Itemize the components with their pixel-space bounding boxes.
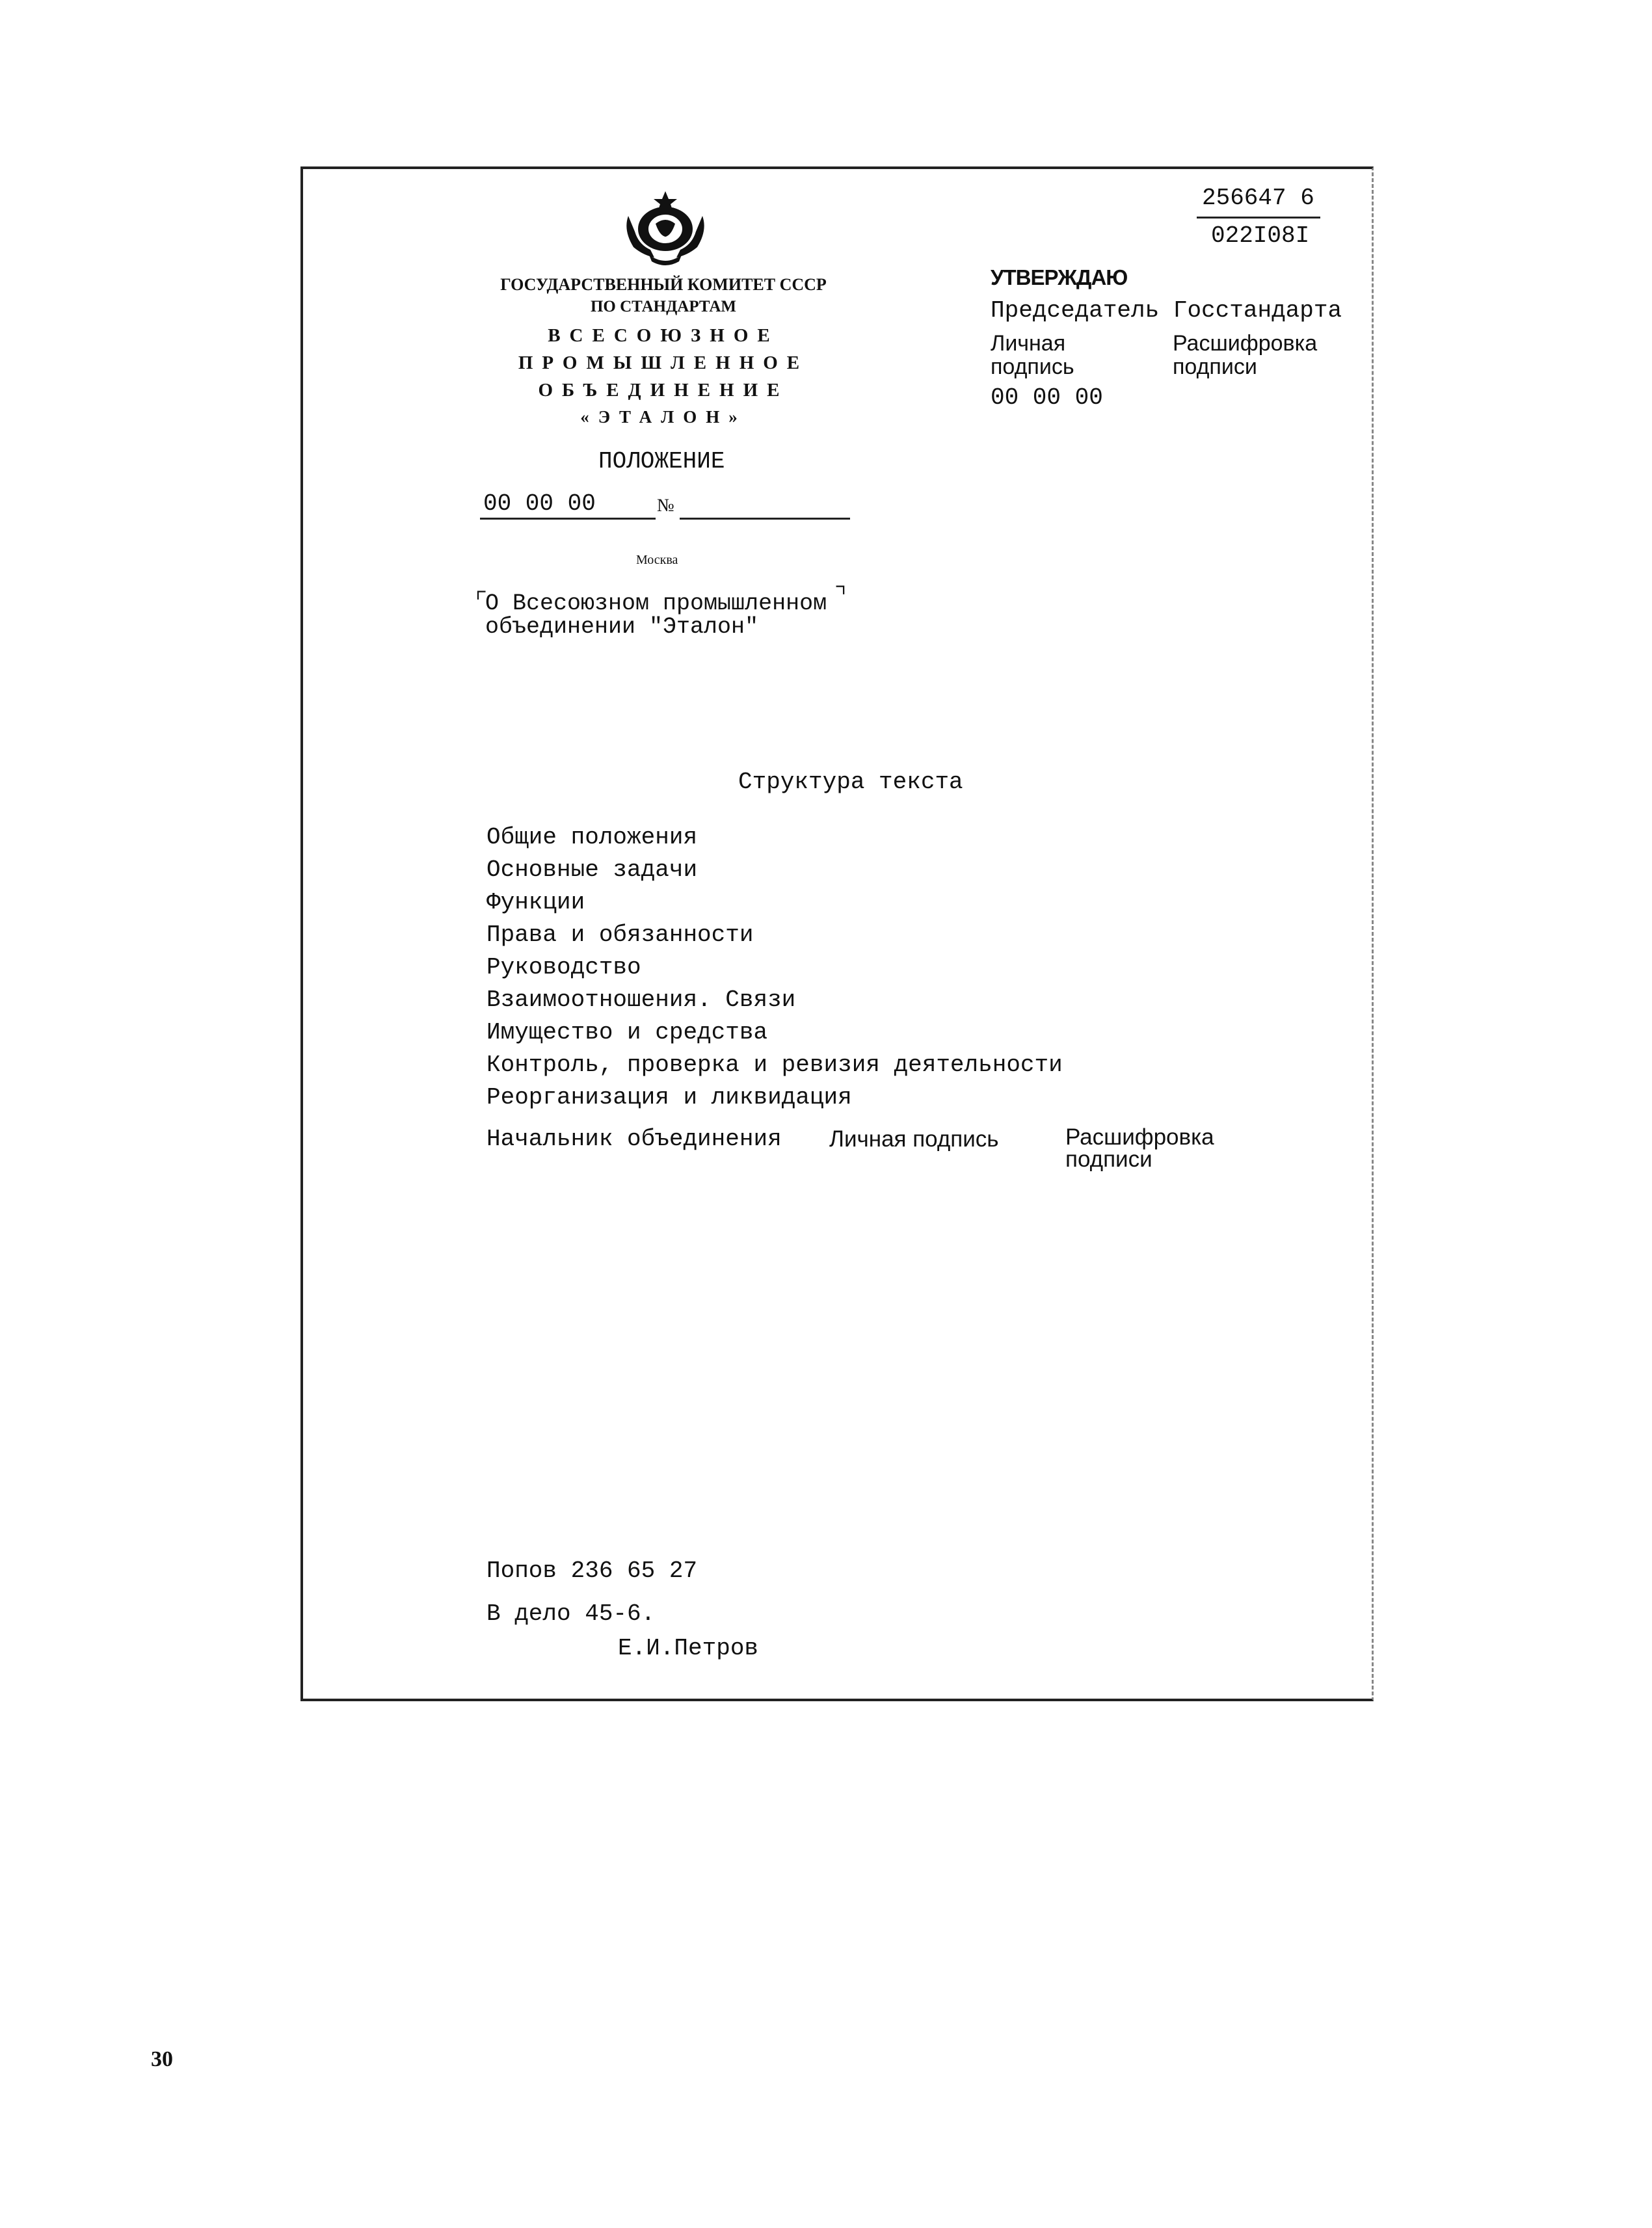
executor-contact: Попов 236 65 27 [486, 1558, 698, 1584]
document-type: ПОЛОЖЕНИЕ [598, 448, 725, 475]
document-date: 00 00 00 [483, 490, 596, 517]
file-person: Е.И.Петров [618, 1635, 759, 1662]
structure-title: Структура текста [738, 769, 963, 795]
approval-position: Председатель Госстандарта [991, 297, 1342, 324]
subject-bracket-left: ⌜ [473, 585, 490, 615]
number-underline [680, 518, 850, 520]
code-divider [1197, 217, 1320, 219]
page-number: 30 [151, 2047, 173, 2071]
signature-personal: Личная подпись [829, 1126, 999, 1152]
list-item: Реорганизация и ликвидация [486, 1084, 852, 1111]
list-item: Права и обязанности [486, 922, 754, 948]
approval-date: 00 00 00 [991, 384, 1103, 411]
document-code-1: 256647 6 [1202, 185, 1314, 211]
list-item: Взаимоотношения. Связи [486, 987, 796, 1013]
approval-title: УТВЕРЖДАЮ [991, 265, 1128, 289]
org-line-committee: ГОСУДАРСТВЕННЫЙ КОМИТЕТ СССР [500, 275, 827, 294]
org-line-etalon: «ЭТАЛОН» [580, 407, 747, 427]
list-item: Основные задачи [486, 856, 698, 883]
approval-signature-label: Личная подпись [991, 331, 1074, 379]
list-item: Общие положения [486, 824, 698, 851]
city: Москва [636, 553, 678, 567]
org-line-industrial: ПРОМЫШЛЕННОЕ [518, 352, 809, 373]
org-line-association: ОБЪЕДИНЕНИЕ [538, 380, 789, 401]
date-underline [480, 518, 656, 520]
subject-bracket-right: ⌝ [833, 580, 849, 610]
list-item: Имущество и средства [486, 1019, 768, 1046]
document-subject: О Всесоюзном промышленном объединении "Эталон" [485, 590, 827, 640]
org-line-standards: ПО СТАНДАРТАМ [590, 298, 737, 315]
signature-position: Начальник объединения [486, 1126, 782, 1152]
approval-decode-label: Расшифровка подписи [1173, 331, 1318, 379]
structure-list [486, 821, 1063, 1114]
ussr-emblem-icon [617, 190, 714, 269]
number-label: № [657, 496, 674, 516]
signature-decode: Расшифровка подписи [1065, 1124, 1214, 1172]
list-item: Руководство [486, 954, 641, 981]
file-note: В дело 45-6. [486, 1600, 656, 1627]
list-item: Контроль, проверка и ревизия деятельности [486, 1052, 1063, 1078]
document-code-2: 022I08I [1211, 222, 1310, 249]
list-item: Функции [486, 889, 585, 916]
org-line-allunion: ВСЕСОЮЗНОЕ [548, 325, 779, 346]
